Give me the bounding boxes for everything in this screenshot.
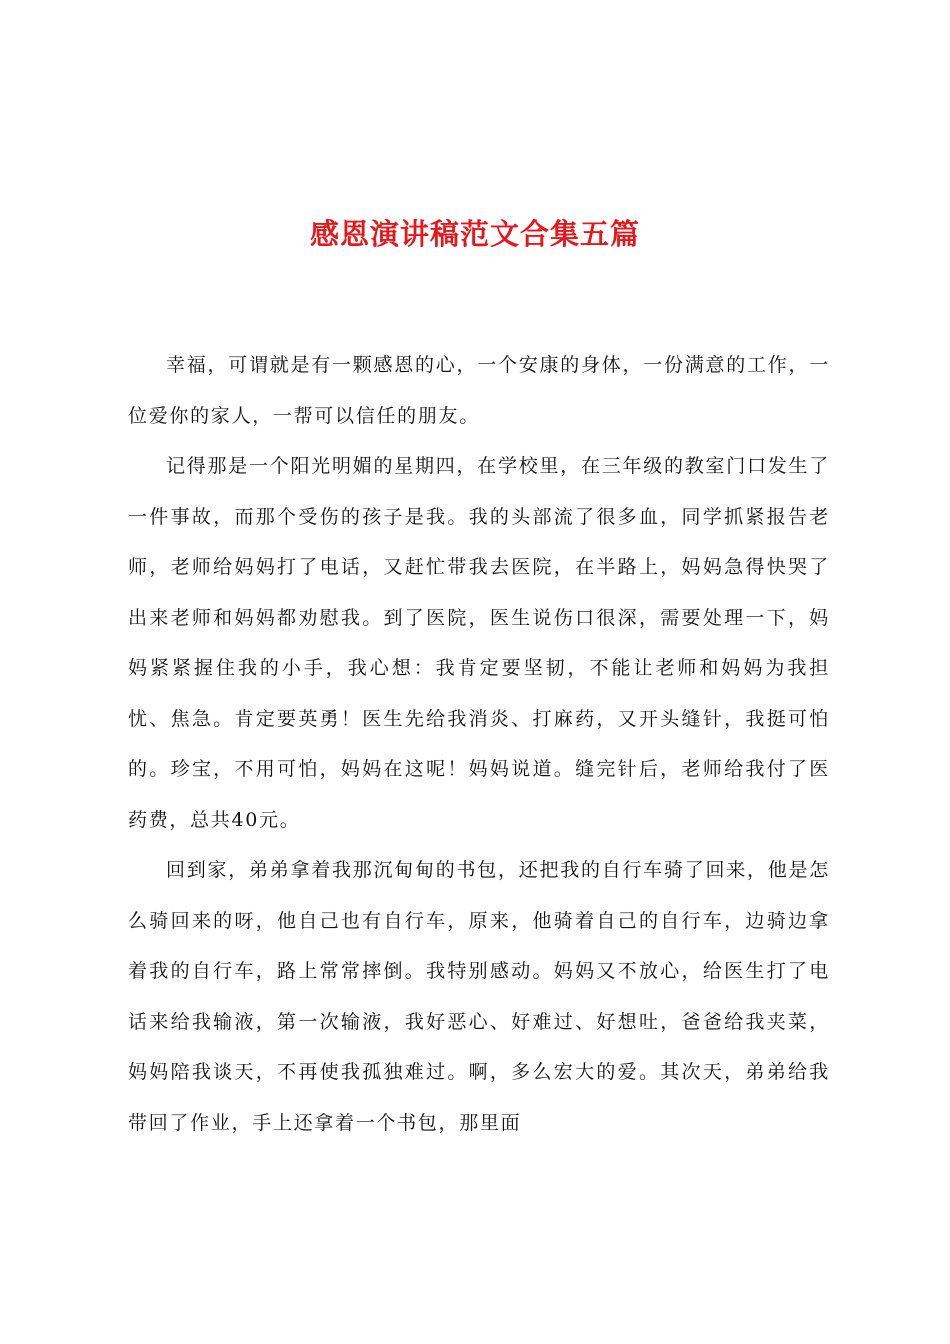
paragraph-1: 幸福，可谓就是有一颗感恩的心，一个安康的身体，一份满意的工作，一位爱你的家人，一帮可以信任的朋友。: [128, 354, 830, 427]
paragraph-2: 记得那是一个阳光明媚的星期四，在学校里，在三年级的教室门口发生了一件事故，而那个受伤的孩子是我。我的头部流了很多血，同学抓紧报告老师，老师给妈妈打了电话，又赶忙带我去医院，在半路上，妈妈急得快哭了出来老师和妈妈都劝慰我。到了医院，医生说伤口很深，需要处理一下，妈妈紧紧握住我的小手，我心想：我肯定要坚韧，不能让老师和妈妈为我担忧、焦急。肯定要英勇！医生先给我消炎、打麻药，又开头缝针，我挺可怕的。珍宝，不用可怕，妈妈在这呢！妈妈说道。缝完针后，老师给我付了医药费，总共40元。: [128, 455, 830, 831]
document-title: 感恩演讲稿范文合集五篇: [309, 217, 640, 251]
document-body: [128, 340, 830, 1148]
paragraph-3: 回到家，弟弟拿着我那沉甸甸的书包，还把我的自行车骑了回来，他是怎么骑回来的呀，他自己也有自行车，原来，他骑着自己的自行车，边骑边拿着我的自行车，路上常常摔倒。我特别感动。妈妈又不放心，给医生打了电话来给我输液，第一次输液，我好恶心、好难过、好想吐，爸爸给我夹菜，妈妈陪我谈天，不再使我孤独难过。啊，多么宏大的爱。其次天，弟弟给我带回了作业，手上还拿着一个书包，那里面: [128, 859, 830, 1134]
